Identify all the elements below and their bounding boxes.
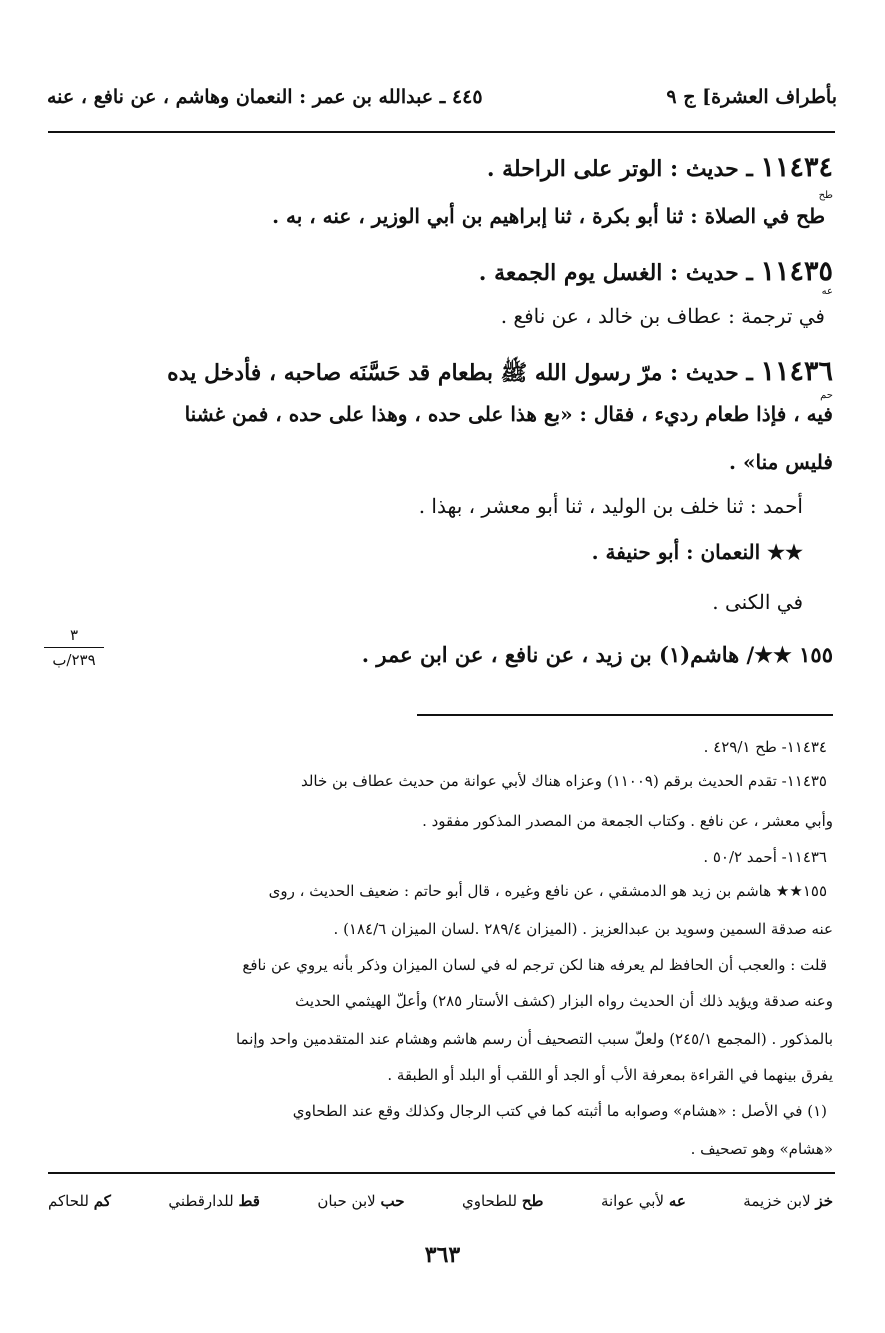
footnote-line: ١١٤٣٥- تقدم الحديث برقم (١١٠٠٩) وعزاه هناك لأبي عوانة من حديث عطاف بن خالد (300, 772, 827, 790)
margin-folio-note (40, 626, 108, 669)
footnote-line: ١١٤٣٤- طح ٤٢٩/١ . (703, 738, 827, 756)
entry-number: ١١٤٣٥ (760, 256, 833, 287)
siglum-th: طح للطحاوي (461, 1192, 544, 1210)
footnote-line: (١) في الأصل : «هشام» وصوابه ما أثبته كما في كتب الرجال وكذلك وقع عند الطحاوي (292, 1102, 827, 1120)
entry-11435-line: في ترجمة : عطاف بن خالد ، عن نافع . (500, 304, 825, 328)
margin-folio-divider (44, 647, 104, 648)
nu-man-heading: ★★ النعمان : أبو حنيفة . (591, 540, 803, 564)
nu-man-note: في الكنى . (712, 590, 803, 614)
hashim-heading: ١٥٥ ★★/ هاشم(١) بن زيد ، عن نافع ، عن ابن عمر . (361, 642, 833, 667)
siglum-khz: خز لابن خزيمة (743, 1192, 833, 1210)
siglum-km: كم للحاكم (48, 1192, 111, 1210)
footnote-line: عنه صدقة السمين وسويد بن عبدالعزيز . (الميزان ٢٨٩/٤ .لسان الميزان ١٨٤/٦) . (333, 920, 833, 938)
margin-folio-top: ٣ (69, 626, 79, 644)
footnote-line: يفرق بينهما في القراءة بمعرفة الأب أو الجد أو اللقب أو البلد أو الطبقة . (387, 1066, 833, 1084)
entry-number: ١١٤٣٦ (760, 356, 833, 387)
footnote-line: ١٥٥★★ هاشم بن زيد هو الدمشقي ، عن نافع وغيره ، قال أبو حاتم : ضعيف الحديث ، روى (268, 882, 827, 900)
siglum-qt: قط للدارقطني (168, 1192, 260, 1210)
footnote-line: وعنه صدقة ويؤيد ذلك أن الحديث رواه البزار (كشف الأستار ٢٨٥) وأعلّ الهيثمي الحديث (295, 992, 833, 1010)
entry-heading: ـ حديث : مرّ رسول الله ﷺ بطعام قد حَسَّنَه صاحبه ، فأدخل يده (167, 360, 753, 386)
sigla-legend (48, 1192, 833, 1210)
entry-11436-line-1: فيه ، فإذا طعام رديء ، فقال : «بع هذا على حده ، وهذا على حده ، فمن غشنا (184, 402, 833, 426)
entry-11434-title (487, 152, 833, 183)
entry-11436-source: أحمد : ثنا خلف بن الوليد ، ثنا أبو معشر ، بهذا . (418, 494, 803, 518)
footnote-line: وأبي معشر ، عن نافع . وكتاب الجمعة من المصدر المذكور مفقود . (422, 812, 833, 830)
header-volume: بأطراف العشرة] ج ٩ (666, 86, 837, 108)
entry-11436-line-2: فليس منا» . (729, 450, 833, 474)
entry-11435-title (479, 256, 833, 287)
header-chapter: ٤٤٥ ـ عبدالله بن عمر : النعمان وهاشم ، عن نافع ، عنه (47, 86, 483, 108)
entry-11434-siglum: طح (818, 190, 833, 201)
siglum-hb: حب لابن حبان (317, 1192, 405, 1210)
entry-11436-title (167, 356, 833, 391)
entry-number: ١١٤٣٤ (760, 152, 833, 183)
entry-heading: ـ حديث : الوتر على الراحلة . (486, 156, 753, 182)
footnote-line: بالمذكور . (المجمع ٢٤٥/١) ولعلّ سبب التصحيف أن رسم هاشم وهشام عند المتقدمين واحد وإنما (235, 1030, 833, 1048)
margin-folio-bottom: ٢٣٩/ب (52, 651, 96, 669)
footnote-line: ١١٤٣٦- أحمد ٥٠/٢ . (703, 848, 827, 866)
entry-11436-siglum: حم (820, 390, 833, 401)
header-rule (48, 131, 835, 133)
entry-11434-line: طح في الصلاة : ثنا أبو بكرة ، ثنا إبراهيم بن أبي الوزير ، عنه ، به . (272, 204, 825, 228)
page-number: ٣٦٣ (424, 1242, 461, 1268)
abbreviations-rule (48, 1172, 835, 1174)
footnote-separator (417, 714, 833, 716)
siglum-ah: عه لأبي عوانة (600, 1192, 686, 1210)
footnote-line: قلت : والعجب أن الحافظ لم يعرفه هنا لكن ترجم له في لسان الميزان وذكر بأنه يروي عن نافع (242, 956, 827, 974)
running-header (47, 86, 837, 120)
entry-11435-siglum: عه (821, 286, 833, 297)
footnote-line: «هشام» وهو تصحيف . (690, 1140, 833, 1158)
entry-heading: ـ حديث : الغسل يوم الجمعة . (478, 260, 753, 286)
